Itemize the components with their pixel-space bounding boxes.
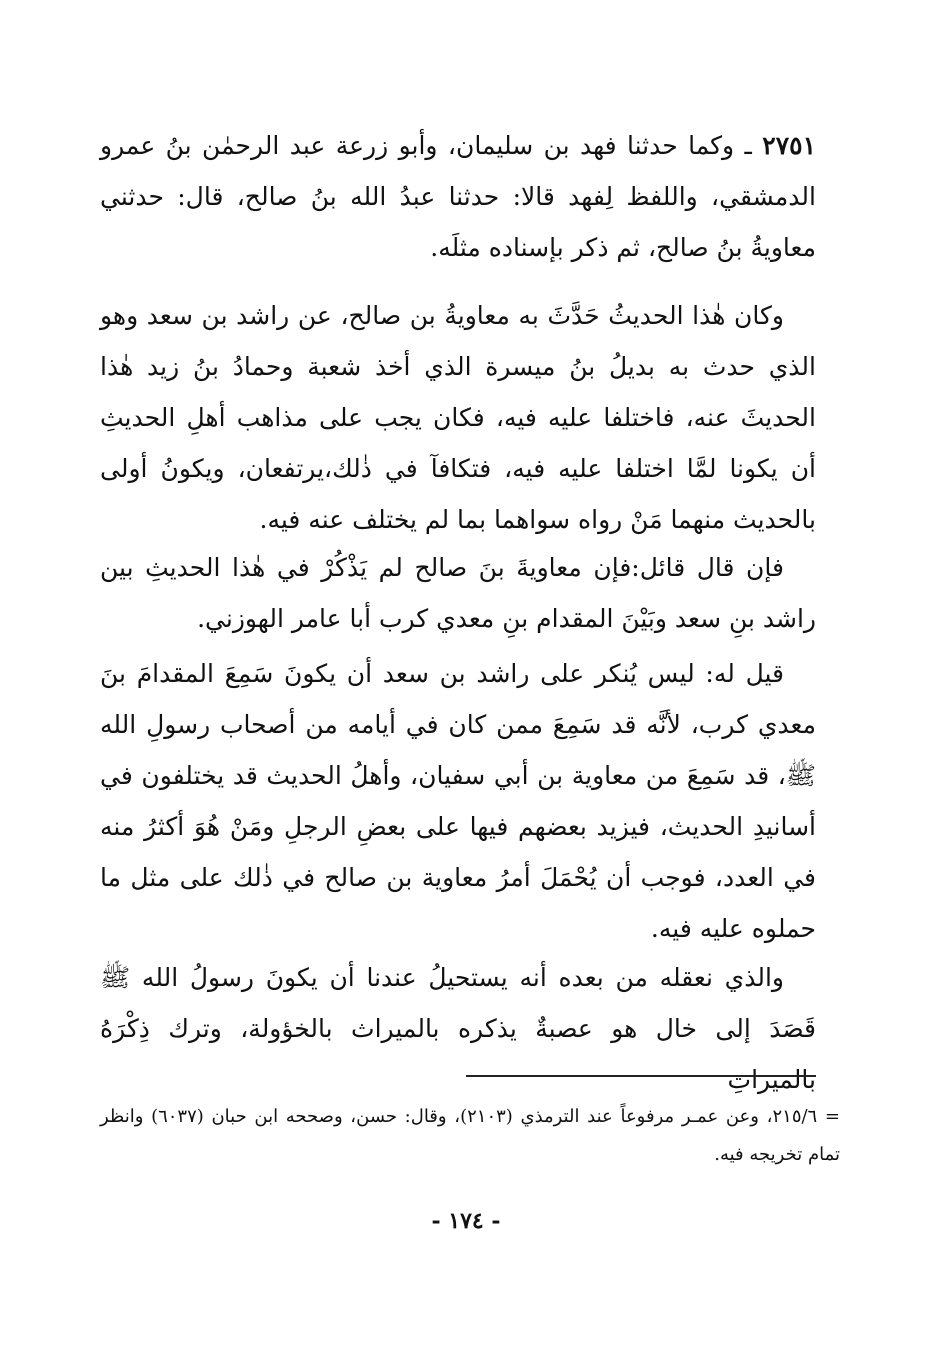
footnote-text: = ٢١٥/٦، وعن عمـر مرفوعاً عند الترمذي (٢١٠٣)، وقال: حسن، وصححه ابن حبان (٦٠٣٧) وانظر تمام تخريجه فيه. xyxy=(100,1106,840,1165)
paragraph-3: فإن قال قائل:فإن معاويةَ بنَ صالح لم يَذْكُرْ في هٰذا الحديثِ بين راشد بنِ سعد وبَيْنَ المقدام بنِ معدي كرب أبا عامر الهوزني. xyxy=(100,553,816,633)
main-text xyxy=(100,120,816,273)
paragraph-1-text: ـ وكما حدثنا فهد بن سليمان، وأبو زرعة عبد الرحمٰن بنُ عمرو الدمشقي، واللفظ لِفهد قالا: حدثنا عبدُ الله بنُ صالح، قال: حدثني معاويةُ بنُ صالح، ثم ذكر بإسناده مثلَه. xyxy=(100,131,816,262)
footnote xyxy=(100,1098,840,1174)
hadith-number: ٢٧٥١ xyxy=(762,131,817,160)
paragraph-5: والذي نعقله من بعده أنه يستحيلُ عندنا أن يكونَ رسولُ الله ﷺ قَصَدَ إلى خال هو عصبةٌ يذكره بالميراث بالخؤولة، وترك ذِكْرَهُ بالميراثِ xyxy=(100,963,816,1094)
paragraph-hadith-2751 xyxy=(100,120,816,273)
page-number: - ١٧٤ - xyxy=(431,1208,501,1234)
main-text-block-2 xyxy=(100,290,816,545)
main-text-block-3 xyxy=(100,542,816,644)
paragraph-4: قيل له: ليس يُنكر على راشد بن سعد أن يكونَ سَمِعَ المقدامَ بنَ معدي كرب، لأنَّه قد سَمِعَ ممن كان في أيامه من أصحاب رسولِ الله ﷺ، قد سَمِعَ من معاوية بن أبي سفيان، وأهلُ الحديث قد يختلفون في أسانيدِ الحديث، فيزيد بعضهم فيها على بعضِ الرجلِ ومَنْ هُوَ أكثرُ منه في العدد، فوجب أن يُحْمَلَ أمرُ معاوية بن صالح في ذٰلك على مثل ما حملوه عليه فيه. xyxy=(100,659,816,943)
footnote-divider xyxy=(466,1075,816,1077)
paragraph-2: وكان هٰذا الحديثُ حَدَّثَ به معاويةُ بن صالح، عن راشد بن سعد وهو الذي حدث به بديلُ بنُ ميسرة الذي أخذ شعبة وحمادُ بنُ زيد هٰذا الحديثَ عنه، فاختلفا عليه فيه، فكان يجب على مذاهب أهلِ الحديثِ أن يكونا لمَّا اختلفا عليه فيه، فتكافآ في ذٰلك،يرتفعان، ويكونُ أولى بالحديث منهما مَنْ رواه سواهما بما لم يختلف عنه فيه. xyxy=(100,301,816,534)
main-text-block-5 xyxy=(100,952,816,1105)
main-text-block-4 xyxy=(100,648,816,954)
